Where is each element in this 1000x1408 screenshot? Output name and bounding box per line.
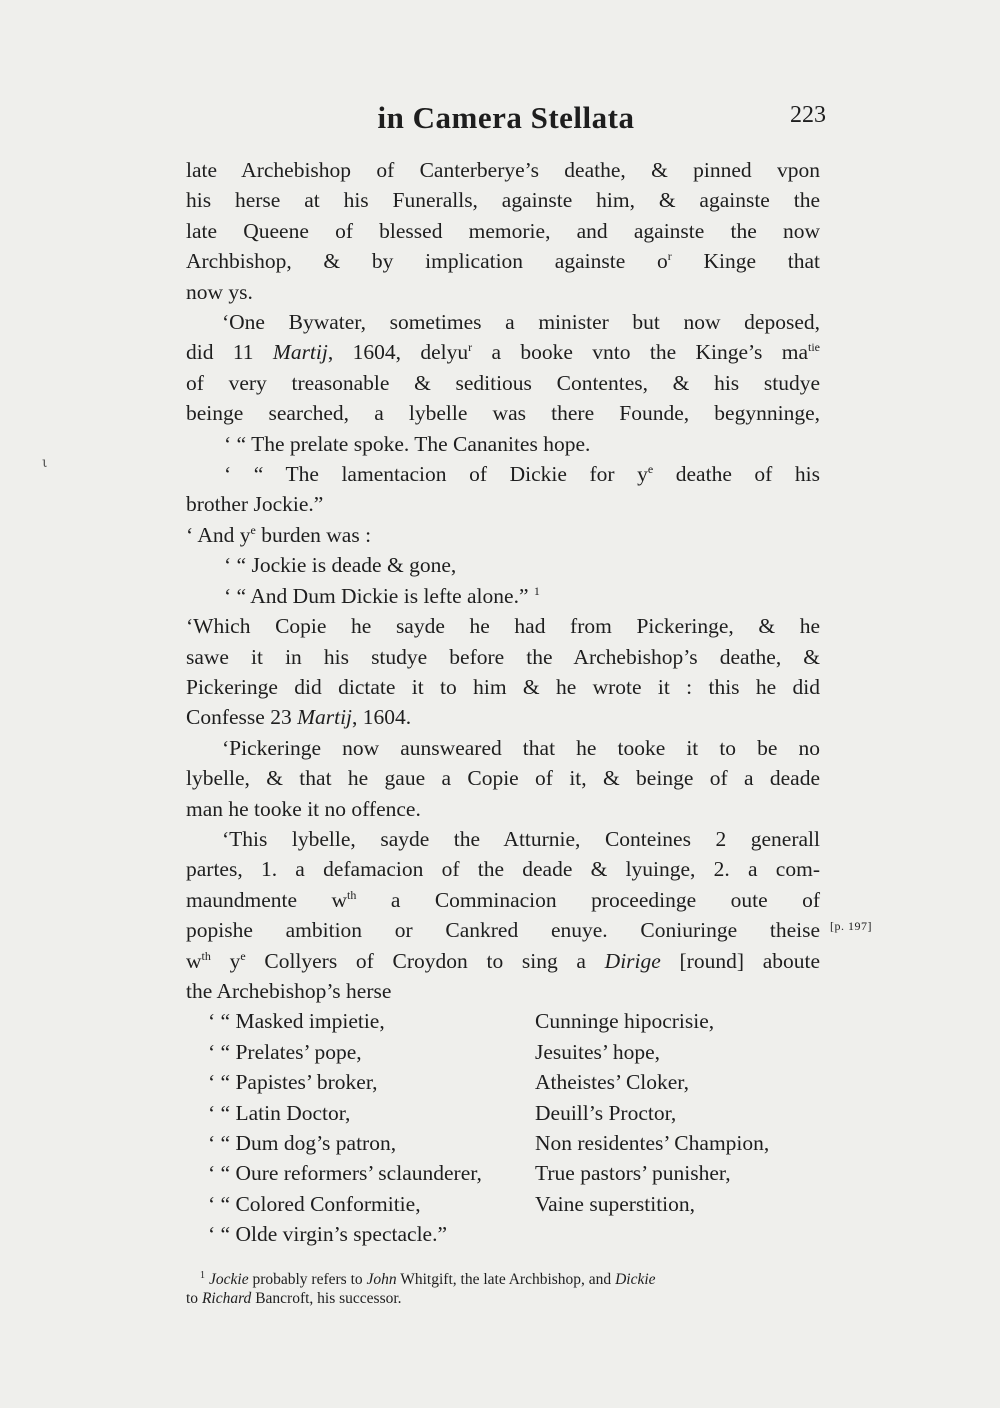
text-line: now ys.	[186, 279, 253, 304]
text-line: of very treasonable & seditious Contentes, & his studye	[186, 370, 820, 395]
page-header	[186, 100, 826, 144]
text-line: brother Jockie.”	[186, 492, 324, 517]
verse-line: ‘ “ Colored Conformitie, Vaine superstition,	[208, 1191, 696, 1216]
text-line: ‘Which Copie he sayde he had from Pickeringe, & he	[186, 614, 820, 639]
text-line: sawe it in his studye before the Archebishop’s deathe, &	[186, 644, 820, 669]
text-line: beinge searched, a lybelle was there Founde, begynninge,	[186, 401, 820, 426]
text-line: ‘One Bywater, sometimes a minister but now deposed,	[222, 310, 820, 335]
text-line: did 11 Martij, 1604, delyu$^r$ a booke vnto the Kinge’s $ma^{tie}$	[186, 340, 820, 365]
text-line: man he tooke it no offence.	[186, 796, 421, 821]
verse-line: ‘ “ Masked impietie, Cunninge hipocrisie,	[208, 1009, 715, 1034]
text-line: ‘ “ Jockie is deade & gone,	[224, 553, 457, 578]
text-line: $w^{th}$ $y^e$ Collyers of Croydon to sing a Dirige [round] aboute	[186, 948, 820, 973]
stray-mark: ι	[42, 455, 48, 471]
text-line: the Archebishop’s herse	[186, 978, 392, 1003]
text-line: Confesse 23 Martij, 1604.	[186, 705, 412, 730]
text-line: popishe ambition or Cankred enuye. Coniuringe theise	[186, 918, 820, 943]
text-line: maundmente $w^{th}$ a Comminacion proceedinge oute of	[186, 887, 820, 912]
text-line: Pickeringe did dictate it to him & he wrote it : this he did	[186, 674, 820, 699]
verse-line: ‘ “ Latin Doctor, Deuill’s Proctor,	[208, 1100, 677, 1125]
text-line: ‘ “ The lamentacion of Dickie for $y^e$ deathe of his	[224, 461, 821, 487]
text-line: ‘ “ The prelate spoke. The Cananites hope.	[224, 431, 591, 456]
text-line: late Archebishop of Canterberye’s deathe, & pinned vpon	[186, 158, 820, 182]
verse-line: ‘ “ Olde virgin’s spectacle.”	[208, 1222, 447, 1247]
text-line: ‘ “ And Dum Dickie is lefte alone.” $^1$	[224, 583, 540, 608]
text-line: late Queene of blessed memorie, and againste the now	[186, 218, 820, 243]
verse-line: ‘ “ Oure reformers’ sclaunderer, True pastors’ punisher,	[208, 1161, 731, 1186]
page-number: 223	[790, 102, 826, 128]
margin-page-reference: [p. 197]	[830, 919, 872, 933]
footnote	[186, 1266, 826, 1308]
verse-line: ‘ “ Papistes’ broker, Atheistes’ Cloker,	[208, 1070, 689, 1095]
text-line: ‘Pickeringe now aunsweared that he tooke it to be no	[222, 735, 820, 760]
text-line: his herse at his Funeralls, againste him, & againste the	[186, 188, 820, 213]
running-head: in Camera Stellata	[377, 100, 635, 135]
footnote-line: to Richard Bancroft, his successor.	[186, 1290, 402, 1308]
footnote-line: $^1$ Jockie probably refers to John Whitgift, the late Archbishop, and Dickie	[200, 1270, 656, 1289]
text-line: lybelle, & that he gaue a Copie of it, & beinge of a deade	[186, 766, 820, 791]
verse-line: ‘ “ Dum dog’s patron, Non residentes’ Champion,	[208, 1131, 770, 1155]
text-line: ‘ And $y^e$ burden was :	[186, 522, 372, 547]
footnote-ref: 1	[533, 583, 540, 598]
text-line: partes, 1. a defamacion of the deade & lyuinge, 2. a com-	[186, 857, 820, 882]
verse-line: ‘ “ Prelates’ pope, Jesuites’ hope,	[208, 1039, 660, 1064]
text-line: ‘This lybelle, sayde the Atturnie, Conteines 2 generall	[222, 826, 820, 851]
text-line: Archbishop, & by implication againste $o^r$ Kinge that	[186, 249, 820, 274]
body-text	[186, 155, 820, 1250]
